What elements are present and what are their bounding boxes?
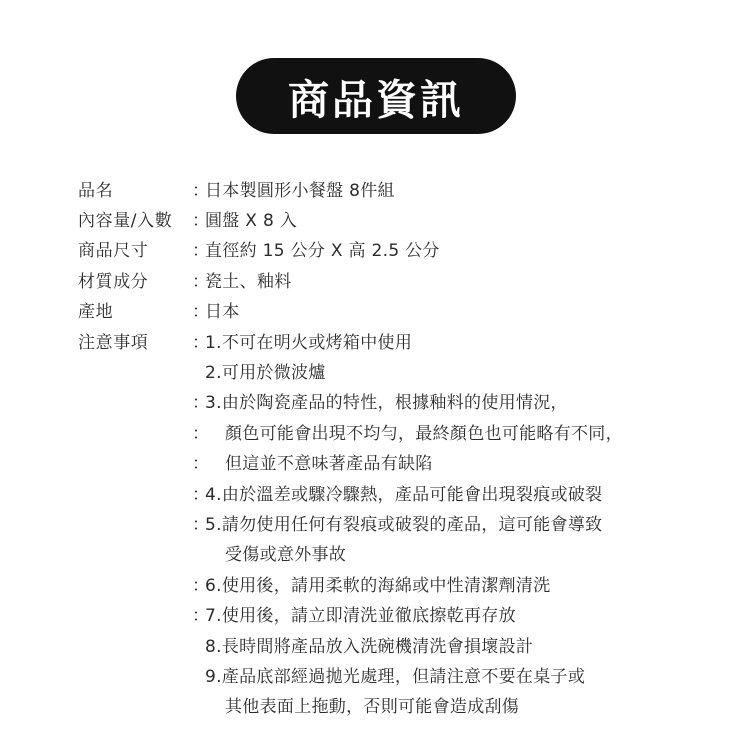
note-line xyxy=(78,507,728,537)
product-info xyxy=(78,173,728,720)
note-line xyxy=(78,416,728,446)
note-line xyxy=(78,568,728,598)
spec-value: 瓷土、釉料 xyxy=(205,271,292,292)
spec-label: 內容量/入數 xyxy=(78,211,173,232)
spec-row-size xyxy=(78,234,728,264)
spec-label: 產地 xyxy=(78,302,114,323)
spec-value: 日本製圓形小餐盤 8件組 xyxy=(205,180,395,201)
note-text: 5.請勿使用任何有裂痕或破裂的產品，這可能會導致 xyxy=(205,514,603,535)
note-line xyxy=(78,659,728,689)
spec-colon: ： xyxy=(192,180,209,201)
note-line xyxy=(78,629,728,659)
note-text: 7.使用後，請立即清洗並徹底擦乾再存放 xyxy=(205,606,516,627)
note-text: 2.可用於微波爐 xyxy=(205,363,326,384)
spec-label: 商品尺寸 xyxy=(78,241,149,262)
note-line xyxy=(78,355,728,385)
note-text: 6.使用後，請用柔軟的海綿或中性清潔劑清洗 xyxy=(205,575,551,596)
note-colon: ： xyxy=(192,514,209,535)
spec-value: 日本 xyxy=(205,302,240,323)
note-text: 其他表面上拖動，否則可能會造成刮傷 xyxy=(225,697,520,718)
note-line xyxy=(78,477,728,507)
note-line xyxy=(78,598,728,628)
spec-value: 直徑約 15 公分 X 高 2.5 公分 xyxy=(205,241,440,262)
note-text: 但這並不意味著產品有缺陷 xyxy=(225,454,433,475)
note-text: 受傷或意外事故 xyxy=(225,545,347,566)
spec-value: 圓盤 X 8 入 xyxy=(205,211,298,232)
note-colon: ： xyxy=(192,454,209,475)
spec-value: 1.不可在明火或烤箱中使用 xyxy=(205,332,413,353)
spec-row-material xyxy=(78,264,728,294)
page-title: 商品資訊 xyxy=(288,75,464,124)
note-line xyxy=(78,538,728,568)
spec-label: 材質成分 xyxy=(78,271,149,292)
spec-colon: ： xyxy=(192,211,209,232)
note-colon: ： xyxy=(192,606,209,627)
note-text: 8.長時間將產品放入洗碗機清洗會損壞設計 xyxy=(205,636,534,657)
spec-row-notes xyxy=(78,325,728,355)
note-line xyxy=(78,447,728,477)
note-line xyxy=(78,386,728,416)
note-text: 3.由於陶瓷產品的特性，根據釉料的使用情況， xyxy=(205,393,568,414)
spec-colon: ： xyxy=(192,332,209,353)
spec-colon: ： xyxy=(192,271,209,292)
note-colon: ： xyxy=(192,575,209,596)
spec-colon: ： xyxy=(192,302,209,323)
note-colon: ： xyxy=(192,393,209,414)
spec-label: 注意事項 xyxy=(78,332,149,353)
note-colon: ： xyxy=(192,484,209,505)
spec-row-name xyxy=(78,173,728,203)
spec-row-origin xyxy=(78,295,728,325)
spec-label: 品名 xyxy=(78,180,114,201)
note-line xyxy=(78,690,728,720)
note-text: 9.產品底部經過拋光處理，但請注意不要在桌子或 xyxy=(205,666,586,687)
title-banner xyxy=(236,58,516,134)
note-colon: ： xyxy=(192,423,209,444)
note-text: 4.由於溫差或驟冷驟熱，產品可能會出現裂痕或破裂 xyxy=(205,484,603,505)
note-text: 顏色可能會出現不均勻，最終顏色也可能略有不同， xyxy=(225,423,623,444)
spec-row-quantity xyxy=(78,203,728,233)
spec-colon: ： xyxy=(192,241,209,262)
